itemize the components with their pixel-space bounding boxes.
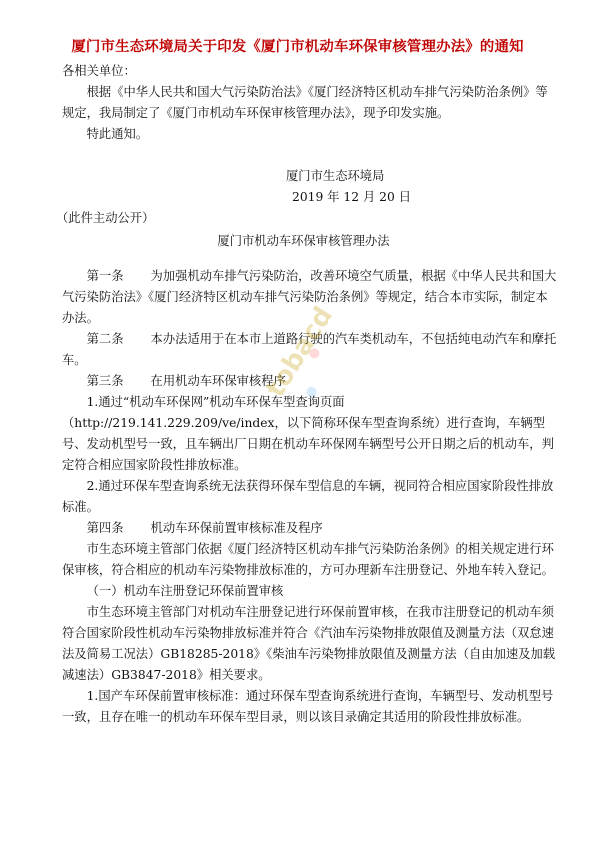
document-body [56,61,559,728]
article-1-number: 第一条 [86,269,124,283]
article-4 [62,518,559,539]
article-2-text: 本办法适用于在本市上道路行驶的汽车类机动车，不包括纯电动汽车和摩托车。 [62,332,557,367]
article-3-item-2: 2.通过环保车型查询系统无法获得环保车型信息的车辆，视同符合相应国家阶段性排放标准。 [62,479,554,514]
article-2 [62,329,559,371]
notice-title: 厦门市生态环境局关于印发《厦门市机动车环保审核管理办法》的通知 [71,39,524,55]
article-1-text: 为加强机动车排气污染防治，改善环境空气质量，根据《中华人民共和国大气污染防治法》《厦门经济特区机动车排气污染防治条例》等规定，结合本市实际，制定本办法。 [62,269,557,325]
disclosure-note: （此件主动公开） [56,211,155,225]
salutation: 各相关单位： [62,64,136,78]
article-4-subsection-1-paragraph: 市生态环境主管部门对机动车注册登记进行环保前置审核，在我市注册登记的机动车须符合国家阶段性机动车污染物排放标准并符合《汽油车污染物排放限值及测量方法（双怠速法及简易工况法）GB18285-2018》《柴油车污染物排放限值及测量方法（自由加速及加载减速法）GB3847-2018》相关要求。 [62,605,556,682]
spacer [62,145,559,166]
article-3-text: 在用机动车环保审核程序 [150,374,286,388]
issuer-signature: 厦门市生态环境局 [286,169,385,183]
article-4-paragraph: 市生态环境主管部门依据《厦门经济特区机动车排气污染防治条例》的相关规定进行环保审核，符合相应的机动车污染物排放标准的，方可办理新车注册登记、外地车转入登记。 [62,542,554,577]
article-3 [62,371,559,392]
article-4-subsection-1-item-1: 1.国产车环保前置审核标准：通过环保车型查询系统进行查询，车辆型号、发动机型号一致，且存在唯一的机动车环保车型目录，则以该目录确定其适用的阶段性排放标准。 [62,689,554,724]
article-4-number: 第四条 [86,521,124,535]
article-3-number: 第三条 [86,374,124,388]
article-4-subsection-1: （一）机动车注册登记环保前置审核 [86,584,284,598]
article-4-text: 机动车环保前置审核标准及程序 [150,521,323,535]
article-1 [62,266,559,329]
intro-paragraph: 根据《中华人民共和国大气污染防治法》《厦门经济特区机动车排气污染防治条例》等规定，我局制定了《厦门市机动车环保审核管理办法》，现予印发实施。 [62,85,548,120]
watermark-text: tobacd [260,301,340,403]
article-3-item-1: 1.通过“机动车环保网”机动车环保车型查询页面（http://219.141.229.209/ve/index，以下简称环保车型查询系统）进行查询，车辆型号、发动机型号一致，且车辆出厂日期在机动车环保网车辆型号公开日期之后的机动车，判定符合相应国家阶段性排放标准。 [62,395,554,472]
article-2-number: 第二条 [86,332,124,346]
closing-line: 特此通知。 [86,127,149,141]
measure-title: 厦门市机动车环保审核管理办法 [217,234,390,248]
issue-date: 2019 年 12 月 20 日 [292,190,412,204]
